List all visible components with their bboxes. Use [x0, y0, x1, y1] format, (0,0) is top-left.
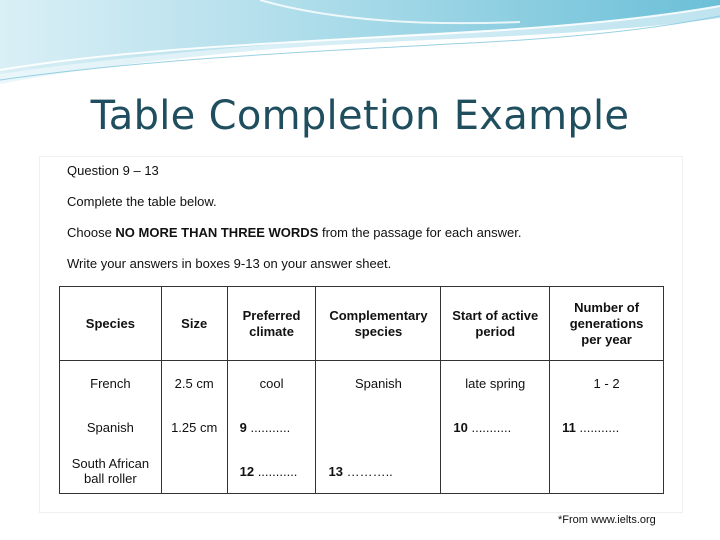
cell-start-period: late spring [441, 361, 550, 406]
header-climate-line1: Preferred [242, 307, 301, 323]
cell-species [60, 449, 162, 494]
header-complementary-species [316, 287, 441, 361]
header-comp-line1: Complementary [329, 307, 428, 323]
cell-size-empty [161, 449, 227, 494]
instruction-write: Write your answers in boxes 9-13 on your answer sheet. [67, 256, 392, 271]
header-gen-line3: per year [581, 331, 632, 347]
header-start-line1: Start of active [452, 307, 539, 323]
question-document [40, 157, 682, 512]
answer-dots: ........... [575, 419, 620, 435]
header-gen-line1: Number of [574, 299, 640, 315]
cell-generations-empty [550, 449, 664, 494]
answer-gap-10 [441, 405, 550, 449]
instruction-choose [67, 225, 521, 240]
question-number-13: 13 [328, 463, 343, 479]
cell-size: 1.25 cm [161, 405, 227, 449]
cell-species: Spanish [60, 405, 162, 449]
cell-climate: cool [227, 361, 316, 406]
species-line1: South African [71, 456, 150, 471]
question-range: Question 9 – 13 [67, 163, 159, 178]
instruction-choose-suffix: from the passage for each answer. [318, 225, 522, 240]
cell-complementary: Spanish [316, 361, 441, 406]
answer-gap-12 [227, 449, 316, 494]
answer-gap-13 [316, 449, 441, 494]
header-start-line2: period [475, 323, 516, 339]
header-species: Species [60, 287, 162, 361]
cell-complementary-empty [316, 405, 441, 449]
header-climate-line2: climate [249, 323, 294, 339]
cell-species: French [60, 361, 162, 406]
instruction-complete: Complete the table below. [67, 194, 217, 209]
completion-table [59, 286, 664, 494]
header-start-active-period [441, 287, 550, 361]
table-row [60, 361, 664, 406]
answer-dots: ........... [467, 419, 512, 435]
question-number-11: 11 [562, 419, 576, 435]
cell-size: 2.5 cm [161, 361, 227, 406]
table-row [60, 405, 664, 449]
answer-dots: ……….. [342, 463, 393, 479]
header-size: Size [161, 287, 227, 361]
question-number-9: 9 [239, 419, 247, 435]
cell-generations: 1 - 2 [550, 361, 664, 406]
cell-start-empty [441, 449, 550, 494]
table-header-row [60, 287, 664, 361]
table-row [60, 449, 664, 494]
species-line2: ball roller [84, 471, 137, 486]
slide-title: Table Completion Example [90, 93, 630, 139]
answer-gap-11 [550, 405, 664, 449]
source-footnote: *From www.ielts.org [558, 514, 656, 526]
question-number-10: 10 [453, 419, 468, 435]
header-generations [550, 287, 664, 361]
header-swoosh-decoration [0, 0, 720, 90]
instruction-word-limit: NO MORE THAN THREE WORDS [115, 225, 319, 240]
answer-dots: ........... [246, 419, 291, 435]
answer-dots: ........... [254, 463, 298, 479]
answer-gap-9 [227, 405, 316, 449]
question-number-12: 12 [239, 463, 255, 479]
header-gen-line2: generations [569, 315, 644, 331]
header-comp-line2: species [354, 323, 403, 339]
header-preferred-climate [227, 287, 316, 361]
instruction-choose-prefix: Choose [67, 225, 116, 240]
